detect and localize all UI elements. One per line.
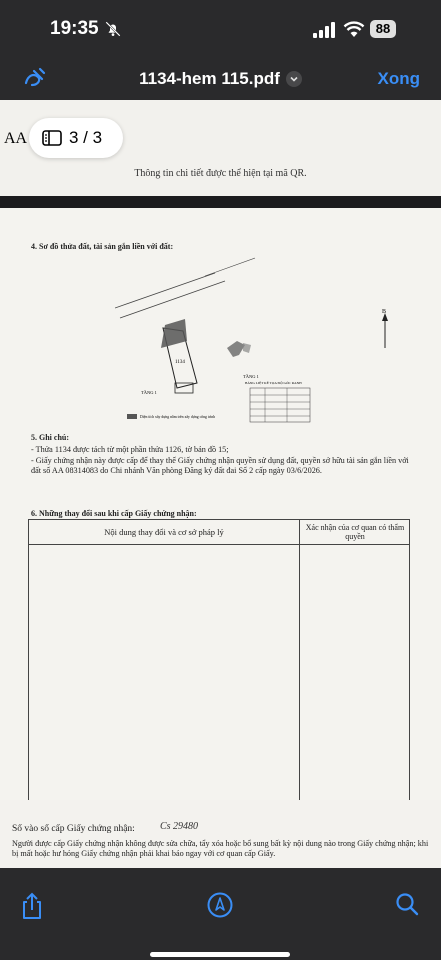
page-indicator: 3 / 3 xyxy=(69,128,103,147)
footer-notice: Người được cấp Giấy chứng nhận không được sửa chữa, tẩy xóa hoặc bổ sung bất kỳ nội dung nào trong Giấy chứng nhận; khi bị mất hoặc hư hỏng Giấy chứng nhận phải khai báo ngay với cơ quan cấp Giấy. xyxy=(12,839,429,858)
map-legend: Diện tích xây dựng nằm trên xây dựng công trình xyxy=(140,415,216,419)
parcel-number-label: 1134 xyxy=(175,360,185,365)
cellular-signal-icon xyxy=(313,22,335,38)
pdf-page-3 xyxy=(0,208,441,868)
pdf-viewer[interactable] xyxy=(0,100,441,868)
sidebar-thumbnails-icon xyxy=(42,130,62,146)
qr-note: Thông tin chi tiết được thể hiện tại mã QR. xyxy=(134,168,307,179)
status-time: 19:35 xyxy=(50,18,99,39)
bell-slash-icon xyxy=(104,20,122,38)
share-icon[interactable] xyxy=(20,892,44,920)
previous-page-bottom xyxy=(0,100,441,196)
markup-icon[interactable] xyxy=(207,892,233,918)
cert-number-value: Cs 29480 xyxy=(160,821,199,832)
search-icon[interactable] xyxy=(395,892,419,916)
parcel-map xyxy=(115,253,415,423)
status-bar xyxy=(0,0,441,60)
battery-icon: 88 xyxy=(370,20,396,38)
building-hatch xyxy=(161,319,187,348)
nav-bar xyxy=(0,60,441,100)
home-indicator[interactable] xyxy=(150,952,290,957)
table-header-divider xyxy=(29,544,409,545)
done-button[interactable]: Xong xyxy=(377,69,420,88)
section6-heading: 6. Những thay đổi sau khi cấp Giấy chứng nhận: xyxy=(31,509,197,518)
house-label-2: TẦNG 1 xyxy=(243,374,259,379)
neighbor-building xyxy=(227,341,245,357)
bottom-toolbar xyxy=(0,868,441,960)
chevron-down-icon[interactable] xyxy=(286,71,302,87)
page-indicator-pill[interactable] xyxy=(29,118,123,158)
document-title[interactable] xyxy=(0,69,441,89)
coord-table-title: BẢNG LIỆT KÊ TỌA ĐỘ GÓC RANH xyxy=(245,381,302,385)
north-arrow-label: B xyxy=(382,309,387,315)
table-header-confirmation: Xác nhận của cơ quan có thẩm quyền xyxy=(305,523,405,541)
note-1: - Thửa 1134 được tách từ một phần thửa 1126, tờ bản đồ 15; xyxy=(31,445,229,454)
cert-number-label: Số vào sổ cấp Giấy chứng nhận: xyxy=(12,824,135,834)
text-size-button[interactable]: AA xyxy=(4,130,28,147)
note-2: - Giấy chứng nhận này được cấp để thay thế Giấy chứng nhận quyền sử dụng đất, quyền sở hữu tài sản gắn liền với đất số AA 08314083 do Chi nhánh Văn phòng Đăng ký đất đai Số 2 cấp ngày 03/6/2026. xyxy=(31,456,409,475)
table-header-content: Nội dung thay đổi và cơ sở pháp lý xyxy=(104,527,224,537)
house-label-1: TẦNG 1 xyxy=(141,390,157,395)
wifi-icon xyxy=(343,20,365,38)
document-title-text: 1134-hem 115.pdf xyxy=(139,69,280,88)
section4-heading: 4. Sơ đồ thửa đất, tài sản gắn liền với đất: xyxy=(31,242,174,251)
section5-heading: 5. Ghi chú: xyxy=(31,433,70,442)
page-footer-area xyxy=(0,800,441,868)
